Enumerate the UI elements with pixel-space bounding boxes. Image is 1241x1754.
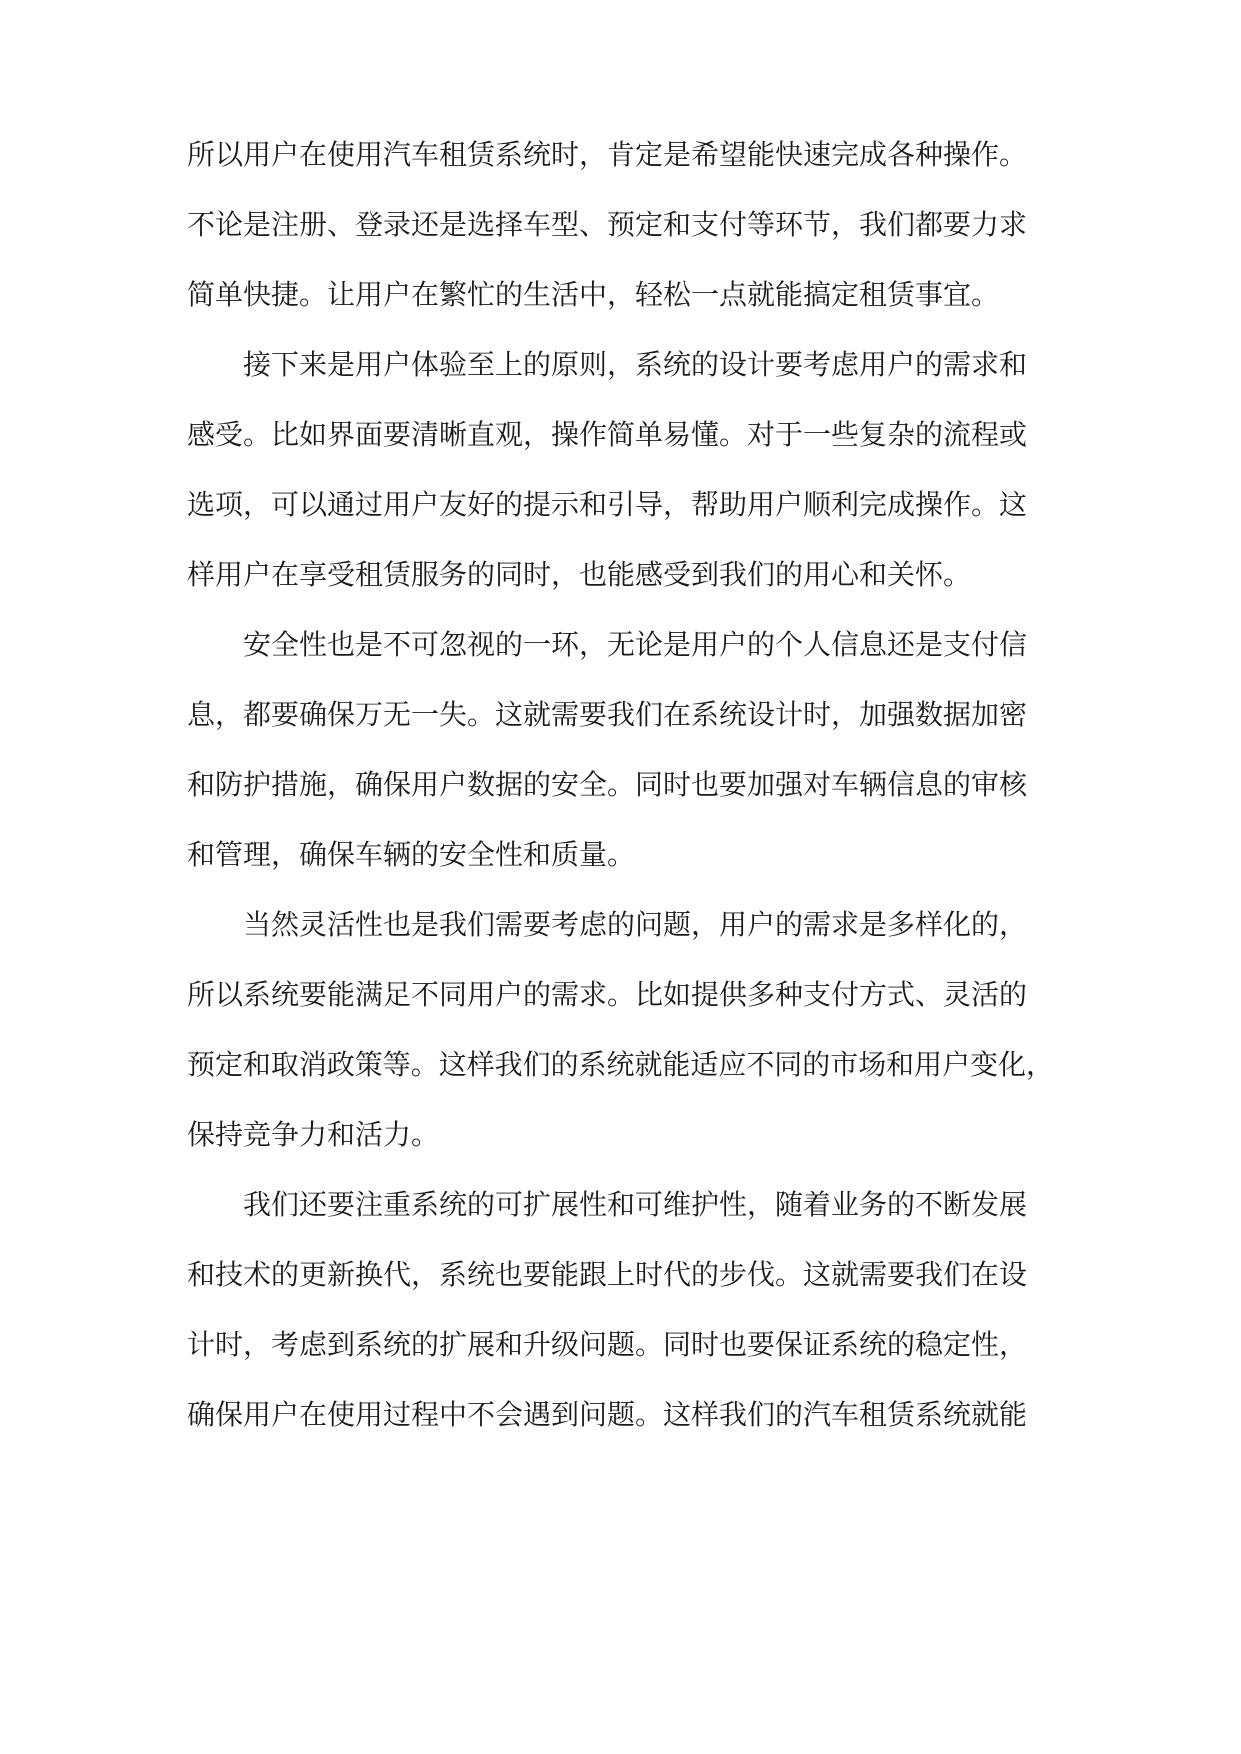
text-line: 选项，可以通过用户友好的提示和引导，帮助用户顺利完成操作。这	[187, 488, 1028, 521]
text-line: 和防护措施，确保用户数据的安全。同时也要加强对车辆信息的审核	[187, 768, 1028, 801]
text-line: 计时，考虑到系统的扩展和升级问题。同时也要保证系统的稳定性，	[187, 1328, 1028, 1361]
text-line: 不论是注册、登录还是选择车型、预定和支付等环节，我们都要力求	[187, 208, 1028, 241]
text-line: 样用户在享受租赁服务的同时，也能感受到我们的用心和关怀。	[187, 558, 972, 591]
text-line: 和管理，确保车辆的安全性和质量。	[187, 838, 636, 871]
text-line: 所以用户在使用汽车租赁系统时，肯定是希望能快速完成各种操作。	[187, 138, 1028, 171]
paragraph-first-line: 当然灵活性也是我们需要考虑的问题，用户的需求是多样化的，	[243, 908, 1028, 941]
text-line: 感受。比如界面要清晰直观，操作简单易懂。对于一些复杂的流程或	[187, 418, 1028, 451]
text-line: 预定和取消政策等。这样我们的系统就能适应不同的市场和用户变化，	[187, 1048, 1054, 1081]
text-line: 确保用户在使用过程中不会遇到问题。这样我们的汽车租赁系统就能	[187, 1398, 1028, 1431]
paragraph-first-line: 我们还要注重系统的可扩展性和可维护性，随着业务的不断发展	[243, 1188, 1028, 1221]
text-line: 息，都要确保万无一失。这就需要我们在系统设计时，加强数据加密	[187, 698, 1028, 731]
text-line: 简单快捷。让用户在繁忙的生活中，轻松一点就能搞定租赁事宜。	[187, 278, 1000, 311]
text-line: 和技术的更新换代，系统也要能跟上时代的步伐。这就需要我们在设	[187, 1258, 1028, 1291]
text-line: 所以系统要能满足不同用户的需求。比如提供多种支付方式、灵活的	[187, 978, 1028, 1011]
paragraph-first-line: 接下来是用户体验至上的原则，系统的设计要考虑用户的需求和	[243, 348, 1028, 381]
text-line: 保持竞争力和活力。	[187, 1118, 440, 1151]
paragraph-first-line: 安全性也是不可忽视的一环，无论是用户的个人信息还是支付信	[243, 628, 1028, 661]
